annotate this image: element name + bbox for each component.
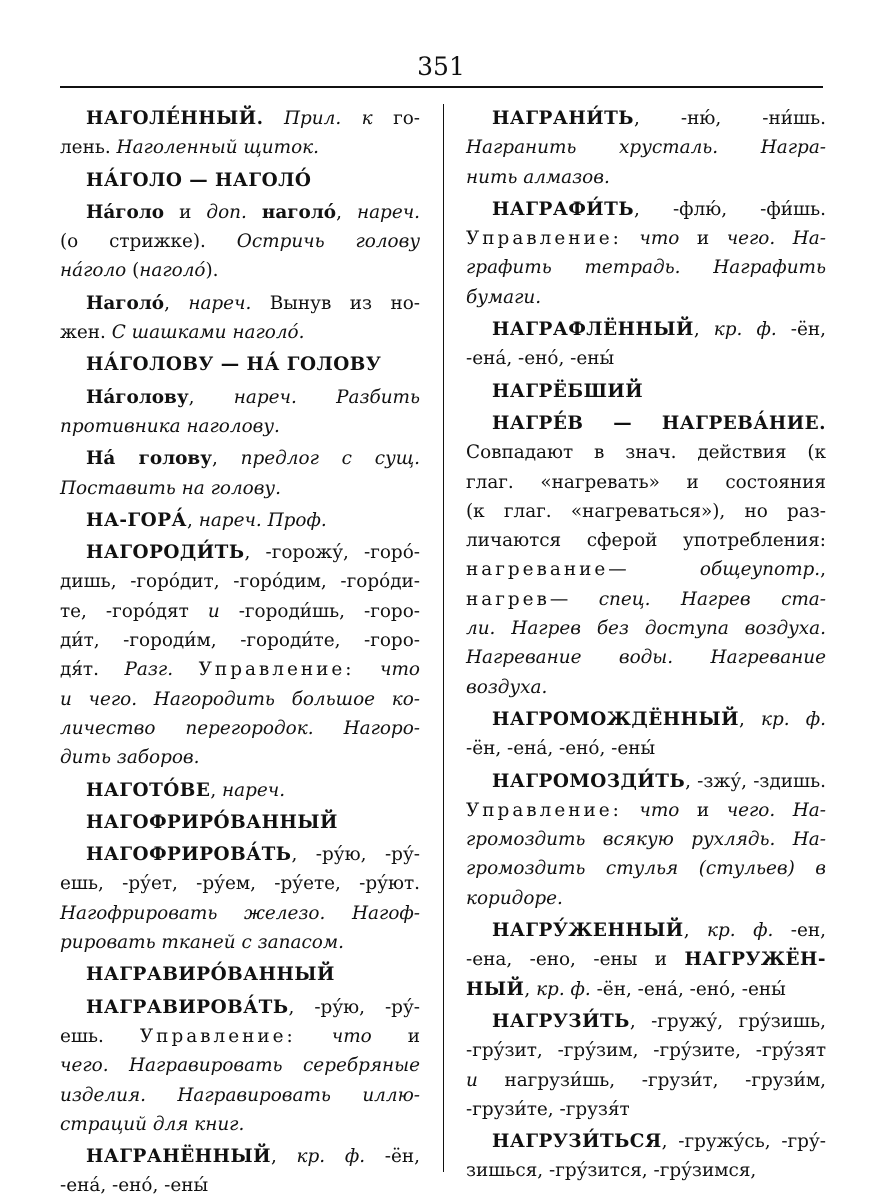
entry-text: ,	[211, 448, 241, 470]
entry-line	[60, 597, 420, 626]
page-number: 351	[417, 52, 465, 81]
entry-line	[60, 743, 420, 772]
entry-text: ешь, -ру́ет, -ру́ем, -ру́ете, -ру́ют.	[60, 873, 420, 895]
entry-text	[296, 1026, 332, 1047]
entry-text: -ён,	[776, 319, 826, 341]
entry-line	[60, 444, 420, 473]
entry-text: , -ру́ю, -ру́-	[291, 844, 420, 866]
entry-text: На́голову	[86, 386, 189, 408]
headword: НАГОЛЕ́ННЫЙ.	[86, 108, 264, 129]
entry-text: —	[608, 559, 700, 581]
entry-text: дишь, -горо́дит, -горо́дим, -горо́ди-	[60, 571, 420, 593]
entry-line	[60, 1110, 420, 1139]
entry-text: громоздить стулья (стульев) в	[466, 858, 826, 880]
dictionary-entry	[466, 409, 826, 702]
entry-text	[247, 202, 262, 223]
dictionary-entry	[466, 104, 826, 192]
entry-text: -грузи́те, -грузя́т	[466, 1098, 630, 1120]
entry-line	[60, 1081, 420, 1110]
entry-text: , -ню́, -ни́шь.	[633, 108, 826, 129]
entry-text	[354, 659, 380, 680]
entry-line	[466, 1095, 826, 1124]
entry-text: -гру́зит, -гру́зим, -гру́зите, -гру́зят	[466, 1040, 826, 1062]
entry-line	[466, 614, 826, 643]
entry-line	[60, 227, 420, 256]
entry-line	[466, 673, 826, 702]
entry-line	[466, 945, 826, 974]
entry-text: чего. На-	[726, 228, 826, 250]
entry-text: нареч.	[222, 779, 286, 801]
entry-line	[466, 1127, 826, 1156]
entry-text: графить тетрадь. Награфить	[466, 257, 826, 279]
entry-line	[60, 198, 420, 227]
dictionary-entry	[466, 195, 826, 312]
entry-line	[466, 163, 826, 192]
entry-line	[466, 409, 826, 438]
entry-line	[60, 928, 420, 957]
entry-text: ешь.	[60, 1025, 140, 1047]
headword: НАГОТО́ВЕ	[86, 779, 211, 801]
entry-text: —	[549, 588, 599, 610]
entry-line	[466, 1066, 826, 1095]
entry-text: Прил. к	[283, 108, 373, 129]
entry-line	[466, 1156, 826, 1185]
entry-text: и	[679, 799, 727, 821]
entry-line	[466, 526, 826, 555]
headword: НАГРЁБШИЙ	[492, 380, 644, 402]
entry-line	[466, 643, 826, 672]
entry-line	[466, 555, 826, 584]
entry-line	[60, 256, 420, 285]
left-column	[60, 104, 420, 1204]
entry-text: Награнить хрусталь. Награ-	[466, 137, 826, 159]
entry-text: Управление:	[198, 659, 355, 681]
entry-text: нареч. Проф.	[198, 509, 327, 531]
headword: НА́ГОЛОВУ — НА́ ГОЛОВУ	[86, 354, 382, 376]
entry-line	[466, 315, 826, 344]
entry-text: , -гружу́сь, -гру́-	[661, 1131, 826, 1153]
dictionary-entry	[60, 198, 420, 286]
entry-line	[466, 377, 826, 406]
entry-text: ).	[205, 260, 219, 282]
entry-text: кр. ф.	[713, 319, 777, 341]
entry-line	[60, 289, 420, 318]
entry-text: Остричь голову	[236, 231, 420, 253]
entry-line	[60, 808, 420, 837]
entry-text: и	[466, 1069, 478, 1091]
dictionary-entry	[60, 383, 420, 442]
headword: НАГРУЗИ́ТЬСЯ	[492, 1131, 662, 1153]
entry-text: , -ру́ю, -ру́-	[288, 996, 420, 1018]
entry-line	[466, 975, 826, 1004]
entry-text: жен.	[60, 322, 112, 344]
entry-text: Разг.	[124, 659, 174, 681]
entry-text: нагрев	[466, 588, 550, 610]
headword: НА́ГОЛО — НАГОЛО́	[86, 169, 312, 191]
entry-line	[60, 1022, 420, 1051]
entry-text: , -гружу́, гру́зишь,	[629, 1010, 826, 1032]
entry-line	[466, 253, 826, 282]
entry-text: (о стрижке).	[60, 231, 237, 253]
entry-text: ,	[820, 559, 826, 581]
entry-text: воздуха.	[466, 676, 548, 698]
entry-text: нагрузи́шь, -грузи́т, -грузи́м,	[477, 1069, 826, 1091]
entry-text: наголо́	[261, 201, 337, 223]
headword: НАГОФРИРОВА́ТЬ	[86, 844, 292, 866]
entry-text: глаг. «нагревать» и состояния	[466, 471, 826, 493]
headword: НАГРОМОЗДИ́ТЬ	[492, 770, 686, 792]
entry-text: го-	[372, 108, 420, 129]
entry-text: На́голо	[86, 201, 165, 223]
entry-text: изделия. Награвировать иллю-	[60, 1084, 420, 1106]
entry-text: на́голо	[60, 260, 127, 282]
entry-text: и чего. Нагородить большое ко-	[60, 688, 420, 710]
entry-text: чего. На-	[726, 799, 826, 821]
entry-text: Наголенный щиток.	[116, 137, 319, 159]
entry-text: что	[639, 228, 680, 250]
entry-line	[466, 854, 826, 883]
headword: НАГРАФИ́ТЬ	[492, 198, 635, 220]
entry-text: -ён,	[365, 1146, 420, 1168]
entry-text: коридоре.	[466, 887, 563, 909]
entry-line	[60, 166, 420, 195]
entry-text	[622, 228, 640, 249]
entry-text: ди́т, -городи́м, -городи́те, -горо-	[60, 630, 420, 652]
dictionary-entry	[60, 840, 420, 957]
entry-text: нареч.	[356, 201, 420, 223]
entry-text: ,	[187, 509, 199, 531]
entry-line	[466, 585, 826, 614]
entry-text: Нагофрировать железо. Нагоф-	[60, 902, 420, 924]
entry-text: -ён, -ена́, -ено́, -ены́	[466, 738, 656, 760]
entry-line	[466, 224, 826, 253]
entry-line	[466, 468, 826, 497]
headword: НАГРАФЛЁННЫЙ	[492, 319, 694, 341]
entry-line	[60, 474, 420, 503]
dictionary-entry	[60, 289, 420, 348]
entry-text: Управление:	[466, 799, 622, 821]
entry-text: что	[331, 1025, 372, 1047]
entry-text: ли. Нагрев без доступа воздуха.	[466, 618, 826, 640]
entry-line	[60, 1051, 420, 1080]
dictionary-entry	[466, 916, 826, 1004]
entry-line	[60, 567, 420, 596]
entry-line	[60, 840, 420, 869]
dictionary-entry	[466, 377, 826, 406]
dictionary-entry	[60, 444, 420, 503]
entry-line	[60, 685, 420, 714]
entry-line	[60, 1142, 420, 1171]
entry-line	[60, 383, 420, 412]
entry-text: громоздить всякую рухлядь. На-	[466, 829, 826, 851]
entry-line	[466, 734, 826, 763]
entry-line	[60, 869, 420, 898]
entry-text: и	[679, 228, 727, 250]
dictionary-entry	[60, 960, 420, 989]
entry-text: рировать тканей с запасом.	[60, 932, 344, 954]
headword: НЫЙ	[466, 978, 525, 1000]
column-divider	[443, 104, 444, 1172]
entry-text: бумаги.	[466, 286, 542, 308]
entry-text: дя́т.	[60, 659, 125, 681]
entry-line	[60, 1171, 420, 1200]
entry-text: противника наголову.	[60, 415, 280, 437]
entry-text: ,	[683, 920, 708, 942]
entry-text: Совпадают в знач. действия (к	[466, 442, 826, 464]
entry-line	[60, 412, 420, 441]
entry-text: -ена́, -ено́, -ены́	[466, 348, 615, 370]
entry-line	[466, 1036, 826, 1065]
headword: НАГРАВИРО́ВАННЫЙ	[86, 964, 335, 986]
entry-text: спец. Нагрев ста-	[598, 588, 826, 610]
entry-text: , -горожу́, -горо́-	[244, 542, 420, 564]
entry-text: доп.	[206, 201, 247, 223]
entry-line	[60, 655, 420, 684]
entry-text: нареч.	[188, 292, 252, 314]
entry-line	[466, 767, 826, 796]
entry-line	[466, 705, 826, 734]
entry-line	[60, 350, 420, 379]
entry-text: те, -горо́дят	[60, 600, 208, 622]
headword: НАГРАНИ́ТЬ	[492, 108, 634, 129]
entry-text: чего. Награвировать серебряные	[60, 1055, 420, 1077]
headword: НАГРОМОЖДЁННЫЙ	[492, 708, 740, 730]
entry-text: ,	[524, 978, 537, 1000]
headword: НА-ГОРА́	[86, 509, 188, 531]
dictionary-entry	[466, 705, 826, 764]
entry-text: -ена́, -ено́, -ены́	[60, 1175, 209, 1197]
entry-text: Наголо́	[86, 292, 165, 314]
entry-text: Вынув из но-	[251, 292, 420, 314]
headword: НАГОФРИРО́ВАННЫЙ	[86, 811, 338, 833]
entry-line	[466, 1007, 826, 1036]
dictionary-entry	[60, 350, 420, 379]
entry-text: что	[639, 799, 680, 821]
entry-text: ,	[693, 319, 714, 341]
entry-text: ,	[188, 386, 234, 408]
entry-line	[466, 825, 826, 854]
entry-text: -городи́шь, -горо-	[219, 600, 420, 622]
entry-line	[466, 344, 826, 373]
headword: НАГРАНЁННЫЙ	[86, 1146, 271, 1168]
entry-line	[466, 884, 826, 913]
dictionary-entry	[60, 808, 420, 837]
entry-text: ,	[210, 779, 223, 801]
entry-text: и	[371, 1025, 420, 1047]
entry-line	[466, 438, 826, 467]
dictionary-entry	[466, 1127, 826, 1186]
entry-text: нить алмазов.	[466, 166, 610, 188]
entry-text: дить заборов.	[60, 747, 200, 769]
entry-text: ,	[164, 292, 189, 314]
entry-line	[60, 104, 420, 133]
entry-line	[466, 195, 826, 224]
entry-text: ,	[739, 708, 762, 730]
entry-text: кр. ф.	[707, 920, 774, 942]
entry-text: С шашками наголо́.	[111, 322, 305, 344]
headword: НАГРУ́ЖЕННЫЙ	[492, 920, 684, 942]
dictionary-entry	[60, 776, 420, 805]
entry-text: нагревание	[466, 559, 609, 581]
header-rule	[60, 86, 823, 88]
dictionary-entry	[60, 506, 420, 535]
dictionary-entry	[60, 993, 420, 1139]
dictionary-entry	[60, 538, 420, 772]
headword: НАГОРОДИ́ТЬ	[86, 542, 245, 564]
entry-text: ,	[336, 201, 357, 223]
entry-text: предлог с сущ.	[240, 448, 421, 470]
entry-text: и	[164, 201, 207, 223]
entry-text	[173, 659, 199, 680]
entry-text: Управление:	[139, 1025, 296, 1047]
entry-text: общеупотр.	[699, 559, 821, 581]
entry-text	[263, 108, 283, 129]
entry-text: На́ голову	[86, 448, 212, 470]
headword: НАГРЕ́В — НАГРЕВА́НИЕ.	[492, 412, 826, 434]
dictionary-entry	[466, 767, 826, 913]
entry-text: кр. ф.	[536, 978, 591, 1000]
entry-text: и	[207, 600, 220, 622]
entry-text: -ена, -ено, -ены и	[466, 949, 685, 971]
entry-line	[60, 960, 420, 989]
entry-text: Нагревание воды. Нагревание	[466, 647, 826, 669]
entry-text: страций для книг.	[60, 1113, 245, 1135]
entry-text: лень.	[60, 137, 117, 159]
headword: НАГРУЗИ́ТЬ	[492, 1010, 630, 1032]
headword: НАГРУЖЁН-	[684, 949, 826, 971]
entry-text: кр. ф.	[296, 1146, 366, 1168]
entry-text: что	[380, 659, 420, 681]
entry-text: наголо́	[139, 260, 206, 282]
entry-line	[466, 133, 826, 162]
entry-text: ,	[270, 1146, 297, 1168]
entry-text: Управление:	[466, 228, 622, 250]
entry-text: -ён, -ена́, -ено́, -ены́	[590, 978, 786, 1000]
entry-line	[466, 916, 826, 945]
entry-line	[60, 626, 420, 655]
dictionary-entry	[60, 166, 420, 195]
entry-line	[60, 318, 420, 347]
entry-line	[466, 497, 826, 526]
entry-line	[60, 714, 420, 743]
entry-line	[60, 506, 420, 535]
dictionary-entry	[466, 315, 826, 374]
entry-line	[466, 283, 826, 312]
entry-text: зишься, -гру́зится, -гру́зимся,	[466, 1160, 757, 1182]
dictionary-entry	[466, 1007, 826, 1124]
entry-line	[466, 104, 826, 133]
entry-text: (	[126, 260, 140, 282]
entry-text: нареч. Разбить	[233, 386, 420, 408]
entry-line	[60, 899, 420, 928]
entry-text: личаются сферой употребления:	[466, 530, 826, 552]
right-column	[466, 104, 826, 1189]
entry-text: (к глаг. «нагреваться»), но раз-	[466, 500, 826, 522]
entry-text: Поставить на голову.	[60, 477, 281, 499]
entry-text: -ен,	[773, 920, 826, 942]
entry-text: , -зжу́, -здишь.	[685, 770, 826, 792]
entry-text: кр. ф.	[761, 708, 826, 730]
entry-text: личество перегородок. Нагоро-	[60, 717, 420, 739]
headword: НАГРАВИРОВА́ТЬ	[86, 996, 289, 1018]
entry-line	[60, 133, 420, 162]
entry-text	[622, 800, 640, 821]
dictionary-entry	[60, 104, 420, 163]
entry-line	[466, 796, 826, 825]
entry-line	[60, 538, 420, 567]
entry-line	[60, 776, 420, 805]
entry-text: , -флю́, -фи́шь.	[634, 198, 826, 220]
entry-line	[60, 993, 420, 1022]
